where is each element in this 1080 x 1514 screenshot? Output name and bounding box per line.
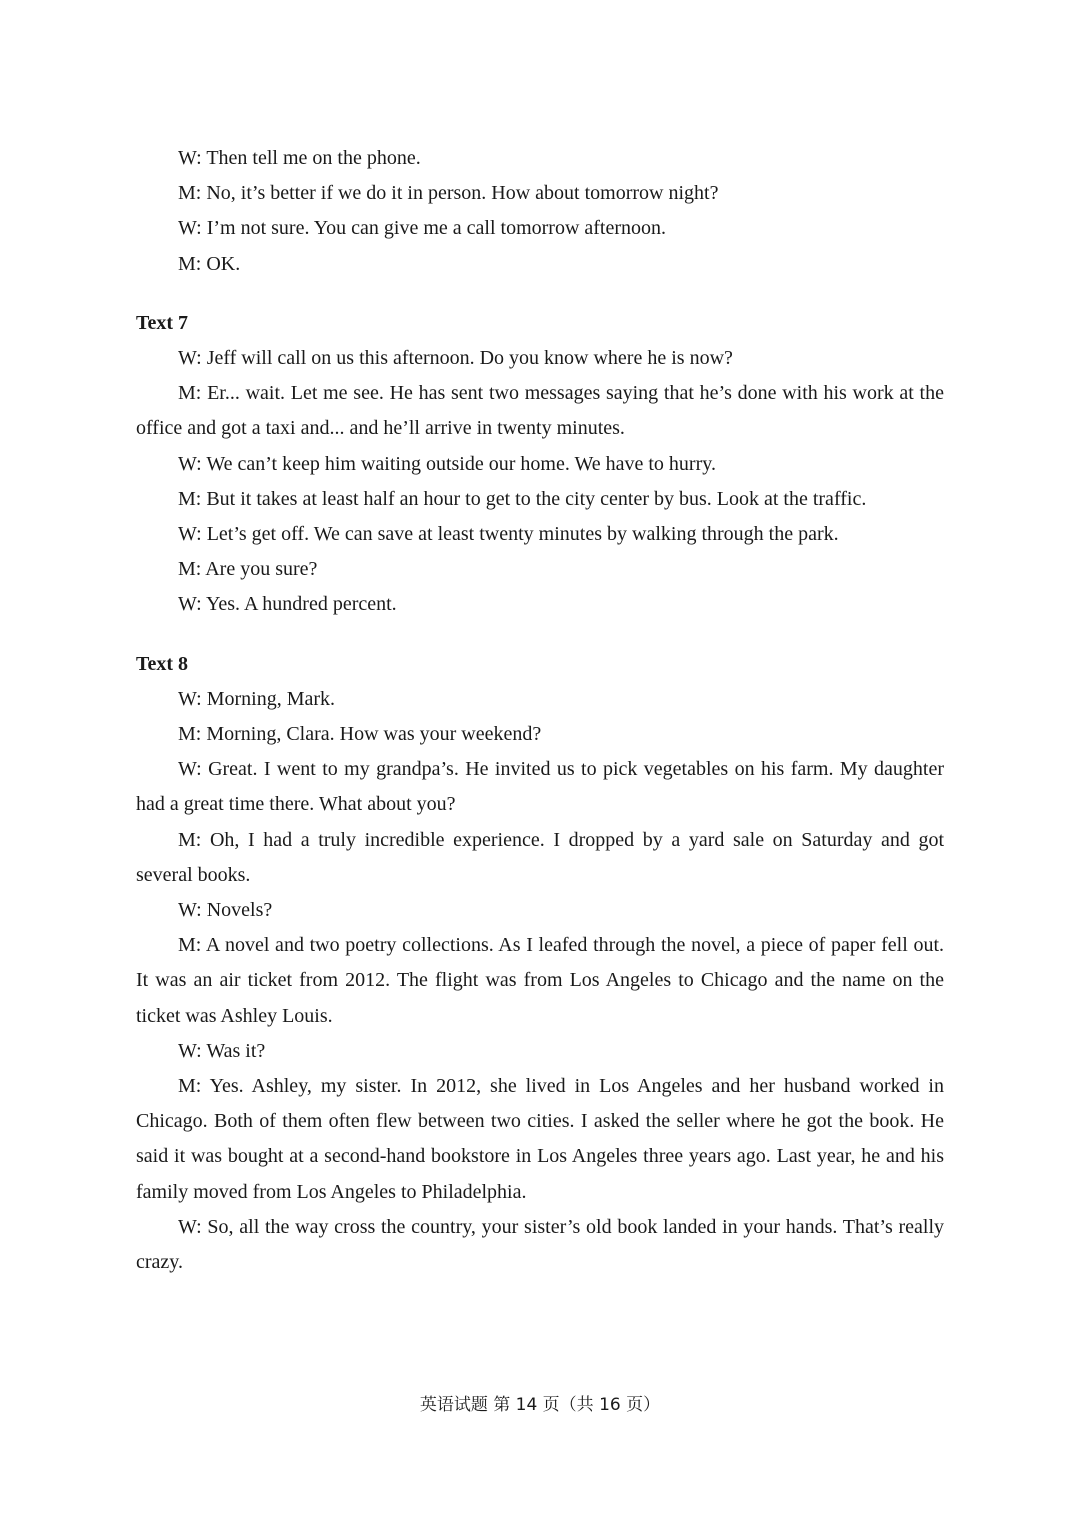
dialogue-line: M: But it takes at least half an hour to get to the city center by bus. Look at the traffic. (178, 487, 867, 510)
dialogue-line: W: Jeff will call on us this afternoon. Do you know where he is now? (178, 347, 733, 370)
dialogue-line: W: Yes. A hundred percent. (178, 593, 397, 616)
dialogue-line: W: Novels? (178, 899, 273, 922)
section-heading-text7: Text 7 (136, 311, 189, 334)
dialogue-line: W: Morning, Mark. (178, 687, 336, 710)
section-heading-text8: Text 8 (136, 652, 189, 675)
dialogue-line: W: So, all the way cross the country, your sister’s old book landed in your hands. That’s really crazy. (136, 1215, 944, 1274)
dialogue-line: M: Oh, I had a truly incredible experience. I dropped by a yard sale on Saturday and got several books. (136, 828, 944, 886)
dialogue-line: W: I’m not sure. You can give me a call tomorrow afternoon. (178, 217, 667, 240)
dialogue-line: W: Great. I went to my grandpa’s. He invited us to pick vegetables on his farm. My daughter had a great time there. What about you? (136, 758, 944, 816)
dialogue-line: M: OK. (178, 252, 241, 275)
dialogue-line: M: Er... wait. Let me see. He has sent two messages saying that he’s done with his work at the office and got a taxi and... and he’ll arrive in twenty minutes. (136, 382, 944, 440)
page-content (136, 141, 944, 1280)
dialogue-line: M: A novel and two poetry collections. As I leafed through the novel, a piece of paper fell out. It was an air ticket from 2012. The flight was from Los Angeles to Chicago and the name on the ticket was Ashley Louis. (136, 934, 944, 1027)
page-footer: 英语试题 第 14 页（共 16 页） (419, 1395, 661, 1415)
dialogue-line: W: We can’t keep him waiting outside our home. We have to hurry. (178, 452, 716, 475)
dialogue-line: M: Yes. Ashley, my sister. In 2012, she lived in Los Angeles and her husband worked in Chicago. Both of them often flew between two cities. I asked the seller where he got the book. He said it was bought at a second-hand bookstore in Los Angeles three years ago. Last year, he and his family moved from Los Angeles to Philadelphia. (136, 1075, 944, 1203)
dialogue-line: M: Morning, Clara. How was your weekend? (178, 723, 542, 746)
dialogue-line: M: No, it’s better if we do it in person. How about tomorrow night? (178, 182, 719, 205)
dialogue-line: M: Are you sure? (178, 558, 318, 581)
dialogue-line: W: Let’s get off. We can save at least twenty minutes by walking through the park. (178, 523, 839, 546)
dialogue-line: W: Then tell me on the phone. (178, 147, 421, 169)
dialogue-line: W: Was it? (178, 1039, 266, 1062)
